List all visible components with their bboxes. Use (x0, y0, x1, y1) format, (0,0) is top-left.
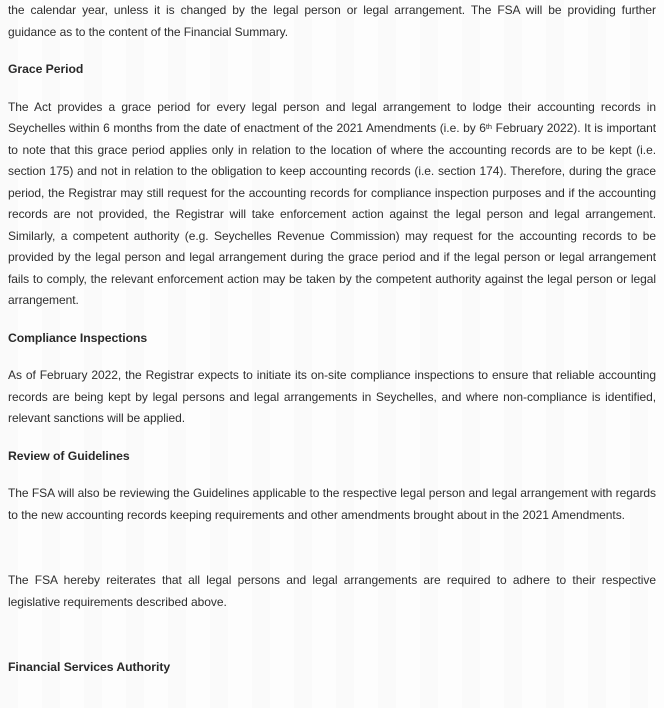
compliance-inspections-paragraph: As of February 2022, the Registrar expects to initiate its on-site compliance inspections to ensure that reliable accounting records are being kept by legal persons and legal arrangements in Seychelles, and where non-compliance is identified, relevant sanctions will be applied. (8, 368, 656, 425)
grace-period-text-b: February 2022). It is important to note that this grace period applies only in relation to the location of where the accounting records are to be kept (i.e. section 175) and not in relation to the obligation to keep accounting records (i.e. section 174). Therefore, during the grace period, the Registrar may still request for the accounting records for compliance inspection purposes and if the accounting records are not provided, the Registrar will take enforcement action against the legal person and legal arrangement. Similarly, a competent authority (e.g. Seychelles Revenue Commission) may request for the accounting records to be provided by the legal person and legal arrangement during the grace period and if the legal person or legal arrangement fails to comply, the relevant enforcement action may be taken by the competent authority against the legal person or legal arrangement. (8, 121, 657, 307)
ordinal-superscript: th (485, 121, 492, 131)
grace-period-text-a: The Act provides a grace period for every legal person and legal arrangement to lodge their accounting records in Seychelles within 6 months from the date of enactment of the 2021 Amendments (i.e. by 6 (8, 99, 656, 135)
heading-review-of-guidelines: Review of Guidelines (8, 448, 130, 463)
grace-period-paragraph (8, 97, 656, 312)
closing-paragraph: The FSA hereby reiterates that all legal persons and legal arrangements are required to adhere to their respective legislative requirements described above. (8, 573, 656, 609)
review-of-guidelines-paragraph: The FSA will also be reviewing the Guidelines applicable to the respective legal person and legal arrangement with regards to the new accounting records keeping requirements and other amendments brought about in the 2021 Amendments. (8, 486, 656, 522)
intro-paragraph: the calendar year, unless it is changed by the legal person or legal arrangement. The FSA will be providing further guidance as to the content of the Financial Summary. (8, 3, 656, 39)
heading-financial-services-authority: Financial Services Authority (8, 660, 171, 674)
heading-compliance-inspections: Compliance Inspections (8, 330, 148, 345)
heading-grace-period: Grace Period (8, 62, 84, 76)
